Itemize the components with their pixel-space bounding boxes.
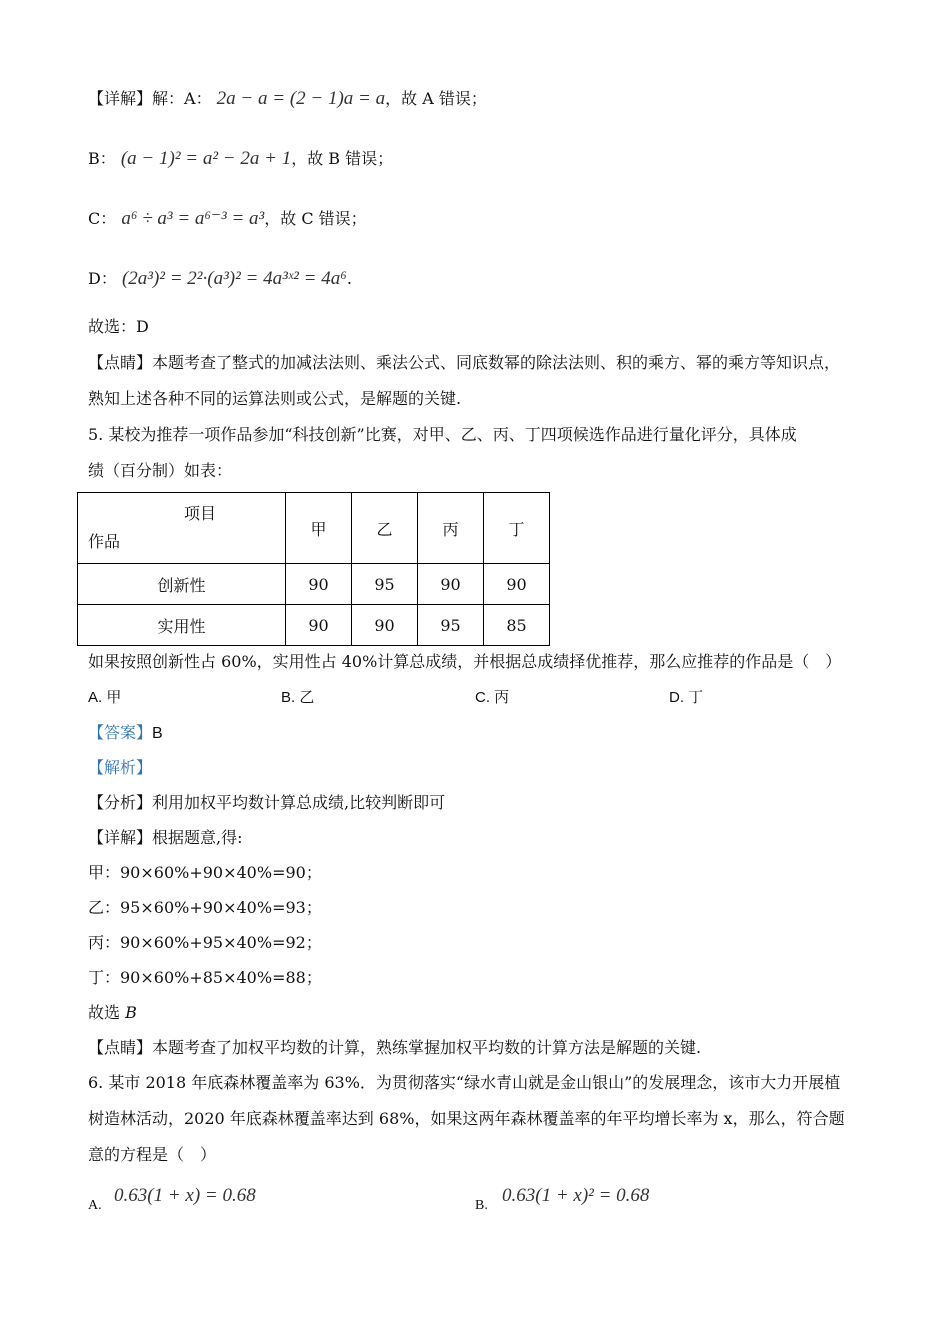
line-b-tail: ，故 B 错误； — [291, 149, 394, 168]
d-prefix: D： — [88, 269, 117, 288]
b-prefix: B： — [88, 149, 116, 168]
column-header: 丁 — [484, 493, 550, 564]
column-header: 甲 — [286, 493, 352, 564]
prev-comment-line2: 熟知上述各种不同的运算法则或公式，是解题的关键. — [88, 389, 462, 408]
calc-line: 乙：95×60%+90×40%=93； — [88, 898, 322, 917]
math-c: a⁶ ÷ a³ = a⁶⁻³ = a³ — [121, 208, 265, 229]
detail-line-a — [88, 88, 487, 110]
table-row — [78, 605, 550, 646]
calc-line: 丙：90×60%+95×40%=92； — [88, 933, 322, 952]
table-cell: 90 — [484, 564, 550, 605]
calc-line: 甲：90×60%+90×40%=90； — [88, 863, 322, 882]
q5-stem-line2: 绩（百分制）如表： — [88, 461, 233, 480]
q5-option-c: C. 丙 — [475, 689, 510, 706]
table-corner-cell — [78, 493, 286, 564]
q5-detail-label: 【详解】 — [88, 828, 153, 847]
score-table — [77, 492, 550, 646]
detail-label: 【详解】 — [88, 89, 153, 108]
q5-option-a: A. 甲 — [88, 689, 122, 706]
q6-stem-line3: 意的方程是（ ） — [88, 1145, 217, 1164]
math-d: (2a³)² = 2²·(a³)² = 4a³ˣ² = 4a⁶ — [121, 268, 347, 289]
column-header: 丙 — [418, 493, 484, 564]
q6-option-b-label: B. — [475, 1198, 488, 1213]
table-cell: 90 — [418, 564, 484, 605]
column-header: 乙 — [352, 493, 418, 564]
table-cell: 85 — [484, 605, 550, 646]
q5-comment-label: 【点睛】 — [88, 1038, 153, 1057]
q5-comment-text: 本题考查了加权平均数的计算，熟练掌握加权平均数的计算方法是解题的关键. — [152, 1038, 702, 1057]
table-cell: 90 — [286, 605, 352, 646]
c-prefix: C： — [88, 209, 117, 228]
math-b: (a − 1)² = a² − 2a + 1 — [120, 148, 292, 169]
line-c-tail: ，故 C 错误； — [264, 209, 367, 228]
prev-comment-line1 — [88, 352, 840, 374]
detail-line-c — [88, 208, 367, 230]
answer-value: B — [152, 725, 163, 742]
detail-intro: 解：A： — [152, 89, 212, 108]
q5-question: 如果按照创新性占 60%，实用性占 40%计算总成绩，并根据总成绩择优推荐，那么应推荐的作品是（ ） — [88, 652, 842, 671]
q5-choice-prefix: 故选 — [88, 1003, 126, 1022]
q5-comment — [88, 1037, 701, 1059]
math-a: 2a − a = (2 − 1)a = a — [216, 88, 386, 109]
calc-line: 丁：90×60%+85×40%=88； — [88, 968, 322, 987]
q6-option-b-math: 0.63(1 + x)² = 0.68 — [502, 1185, 650, 1206]
q5-choice — [88, 1002, 137, 1024]
comment-label: 【点睛】 — [88, 353, 153, 372]
q5-choice-letter: B — [125, 1003, 137, 1022]
table-row — [78, 564, 550, 605]
table-cell: 90 — [286, 564, 352, 605]
detail-line-b — [88, 148, 393, 170]
q5-analysis-head — [88, 792, 445, 814]
table-header-row — [78, 493, 550, 564]
q6-stem-line1: 6. 某市 2018 年底森林覆盖率为 63%．为贯彻落实“绿水青山就是金山银山”的发展理念，该市大力开展植 — [88, 1073, 841, 1092]
q5-analysis-label: 【解析】 — [88, 758, 153, 777]
prev-choice: 故选：D — [88, 317, 149, 336]
q5-stem-line1: 5. 某校为推荐一项作品参加“科技创新”比赛，对甲、乙、丙、丁四项候选作品进行量化评分，具体成 — [88, 425, 797, 444]
q5-option-b: B. 乙 — [281, 689, 315, 706]
q5-detail-intro: 根据题意,得: — [152, 828, 243, 847]
q6-option-a-label: A. — [88, 1198, 102, 1213]
q5-option-d: D. 丁 — [669, 689, 704, 706]
q5-detail — [88, 827, 243, 849]
table-cell: 95 — [418, 605, 484, 646]
line-a-tail: ，故 A 错误； — [385, 89, 487, 108]
q5-answer — [88, 722, 163, 745]
table-cell: 95 — [352, 564, 418, 605]
q6-stem-line2: 树造林活动，2020 年底森林覆盖率达到 68%，如果这两年森林覆盖率的年平均增长率为 x，那么，符合题 — [88, 1109, 845, 1128]
row-label: 创新性 — [78, 564, 286, 605]
comment-text-1: 本题考查了整式的加减法法则、乘法公式、同底数幂的除法法则、积的乘方、幂的乘方等知识点， — [152, 353, 841, 372]
answer-label: 【答案】 — [88, 723, 153, 742]
detail-line-d — [88, 268, 352, 290]
analysis-head-text: 利用加权平均数计算总成绩,比较判断即可 — [152, 793, 446, 812]
table-cell: 90 — [352, 605, 418, 646]
analysis-head-label: 【分析】 — [88, 793, 153, 812]
q6-option-a-math: 0.63(1 + x) = 0.68 — [114, 1185, 256, 1206]
corner-bottom-label: 作品 — [88, 532, 121, 551]
line-d-tail: . — [346, 269, 352, 288]
corner-top-label: 项目 — [184, 504, 217, 523]
row-label: 实用性 — [78, 605, 286, 646]
